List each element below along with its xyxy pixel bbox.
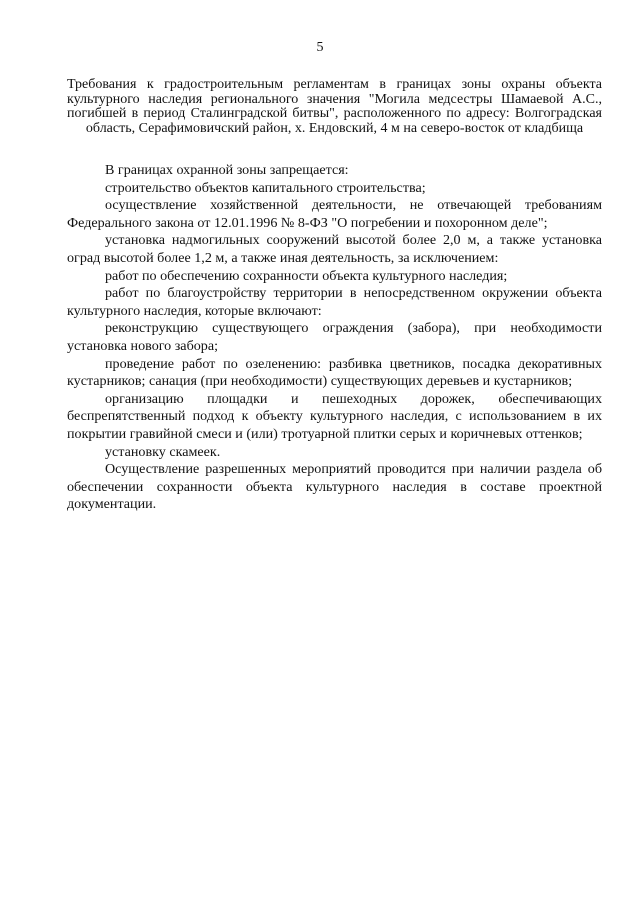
paragraph-benches: установку скамеек. [105,443,221,460]
document-heading: Требования к градостроительным регламентам в границах зоны охраны объекта культурного наследия регионального значения "Могила медсестры Шамаевой А.С., погибшей в период Сталинградской битвы", расположенного по адресу: Волгоградская область, Серафимовичский район, х. Ендовский, 4 м на северо-восток от кладбища [67,77,602,136]
paragraph-greening: проведение работ по озеленению: разбивка цветников, посадка декоративных кустарников; санация (при необходимости) существующих деревьев и кустарников; [67,355,602,390]
paragraph-ban-structures: установка надмогильных сооружений высотой более 2,0 м, а также установка оград высотой более 1,2 м, а также иная деятельность, за исключением: [67,232,602,266]
paragraph-ban-construction: строительство объектов капитального строительства; [105,179,426,196]
paragraph-conditions: Осуществление разрешенных мероприятий проводится при наличии раздела об обеспечении сохранности объекта культурного наследия в составе проектной документации. [67,461,602,513]
paragraph-exception-landscaping: работ по благоустройству территории в непосредственном окружении объекта культурного наследия, которые включают: [67,285,602,319]
paragraph-exception-preservation: работ по обеспечению сохранности объекта культурного наследия; [105,267,508,284]
page-number: 5 [316,40,324,55]
paragraph-paths: организацию площадки и пешеходных дорожек, обеспечивающих беспрепятственный подход к объекту культурного наследия, с использованием в их покрытии гравийной смеси и (или) тротуарной плитки серых и коричневых оттенков; [67,390,602,442]
paragraph-intro: В границах охранной зоны запрещается: [105,162,349,178]
paragraph-ban-economic-activity: осуществление хозяйственной деятельности, не отвечающей требованиям Федерального закона от 12.01.1996 № 8-ФЗ "О погребении и похоронном деле"; [67,197,602,231]
document-body [67,162,602,514]
paragraph-fence-reconstruction: реконструкцию существующего ограждения (забора), при необходимости установка нового забора; [67,320,602,354]
